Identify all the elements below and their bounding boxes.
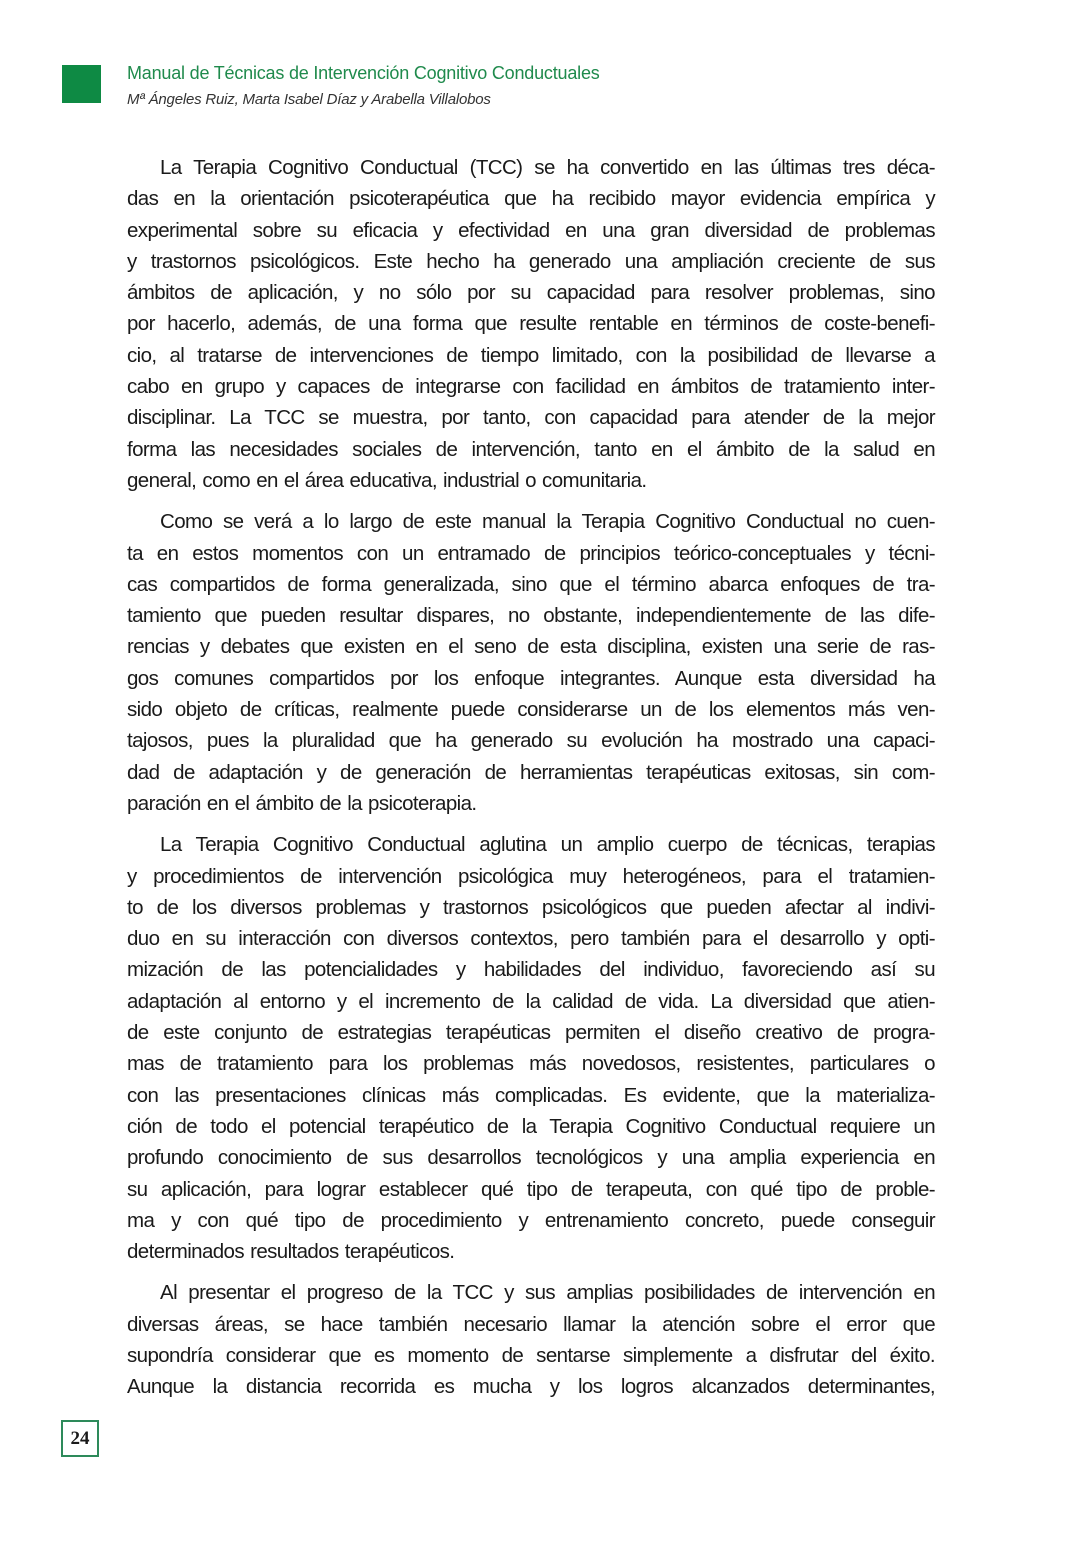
text-line: Al presentar el progreso de la TCC y sus amplias posibilidades de intervención en (160, 1281, 935, 1305)
text-line: con las presentaciones clínicas más complicadas. Es evidente, que la materializa- (127, 1083, 935, 1107)
text-line: gos comunes compartidos por los enfoque integrantes. Aunque esta diversidad ha (127, 666, 935, 690)
text-line: mización de las potencialidades y habilidades del individuo, favoreciendo así su (127, 958, 935, 982)
text-line: disciplinar. La TCC se muestra, por tanto, con capacidad para atender de la mejor (127, 406, 935, 430)
text-line: to de los diversos problemas y trastornos psicológicos que pueden afectar al indivi- (127, 895, 935, 919)
paragraph-4 (127, 1277, 935, 1402)
text-line: Aunque la distancia recorrida es mucha y los logros alcanzados determinantes, (127, 1375, 935, 1399)
text-line: adaptación al entorno y el incremento de la calidad de vida. La diversidad que atien- (127, 989, 935, 1013)
text-line: paración en el ámbito de la psicoterapia. (127, 791, 477, 815)
text-line: Como se verá a lo largo de este manual la Terapia Cognitivo Conductual no cuen- (160, 510, 935, 534)
text-line: La Terapia Cognitivo Conductual (TCC) se ha convertido en las últimas tres déca- (160, 156, 935, 179)
paragraph-1 (127, 152, 935, 496)
text-line: La Terapia Cognitivo Conductual aglutina un amplio cuerpo de técnicas, terapias (160, 833, 935, 857)
text-line: mas de tratamiento para los problemas más novedosos, resistentes, particulares o (127, 1052, 935, 1076)
text-line: diversas áreas, se hace también necesario llamar la atención sobre el error que (127, 1312, 935, 1336)
text-line: sido objeto de críticas, realmente puede considerarse un de los elementos más ven- (127, 698, 935, 722)
text-line: tajosos, pues la pluralidad que ha generado su evolución ha mostrado una capaci- (127, 729, 935, 753)
text-line: supondría considerar que es momento de sentarse simplemente a disfrutar del éxito. (127, 1343, 935, 1367)
header-accent-square (62, 65, 101, 103)
text-line: duo en su interacción con diversos contextos, pero también para el desarrollo y opti- (127, 927, 935, 951)
text-line: su aplicación, para lograr establecer qué tipo de terapeuta, con qué tipo de proble- (127, 1177, 935, 1201)
text-line: rencias y debates que existen en el seno de esta disciplina, existen una serie de ras- (127, 635, 935, 659)
text-line: cas compartidos de forma generalizada, sino que el término abarca enfoques de tra- (127, 572, 935, 596)
text-line: forma las necesidades sociales de intervención, tanto en el ámbito de la salud en (127, 437, 935, 461)
text-line: ámbitos de aplicación, y no sólo por su capacidad para resolver problemas, sino (127, 281, 935, 305)
text-line: das en la orientación psicoterapéutica que ha recibido mayor evidencia empírica y (127, 187, 935, 211)
text-line: profundo conocimiento de sus desarrollos tecnológicos y una amplia experiencia en (127, 1146, 935, 1170)
text-line: ma y con qué tipo de procedimiento y entrenamiento concreto, puede conseguir (127, 1208, 935, 1232)
text-line: experimental sobre su eficacia y efectividad en una gran diversidad de problemas (127, 218, 935, 242)
text-line: ta en estos momentos con un entramado de principios teórico-conceptuales y técni- (127, 541, 935, 565)
page-number: 24 (70, 1427, 90, 1449)
text-line: general, como en el área educativa, industrial o comunitaria. (127, 468, 647, 492)
running-header-authors: Mª Ángeles Ruiz, Marta Isabel Díaz y Arabella Villalobos (127, 91, 491, 108)
text-line: ción de todo el potencial terapéutico de la Terapia Cognitivo Conductual requiere un (127, 1114, 935, 1138)
paragraph-3 (127, 829, 935, 1267)
text-line: y trastornos psicológicos. Este hecho ha generado una ampliación creciente de sus (127, 249, 935, 273)
text-line: por hacerlo, además, de una forma que resulte rentable en términos de coste-benefi- (127, 312, 935, 336)
body-text (127, 152, 935, 1413)
text-line: cabo en grupo y capaces de integrarse con facilidad en ámbitos de tratamiento inter- (127, 375, 935, 399)
text-line: cio, al tratarse de intervenciones de tiempo limitado, con la posibilidad de llevarse a (127, 343, 935, 367)
text-line: de este conjunto de estrategias terapéuticas permiten el diseño creativo de progra- (127, 1021, 935, 1045)
paragraph-2 (127, 506, 935, 819)
text-line: determinados resultados terapéuticos. (127, 1240, 455, 1264)
text-line: dad de adaptación y de generación de herramientas terapéuticas exitosas, sin com- (127, 760, 935, 784)
page-number-box (61, 1420, 99, 1457)
running-header-title: Manual de Técnicas de Intervención Cognitivo Conductuales (127, 63, 600, 83)
text-line: tamiento que pueden resultar dispares, no obstante, independientemente de las dife- (127, 604, 935, 628)
text-line: y procedimientos de intervención psicológica muy heterogéneos, para el tratamien- (127, 864, 935, 888)
